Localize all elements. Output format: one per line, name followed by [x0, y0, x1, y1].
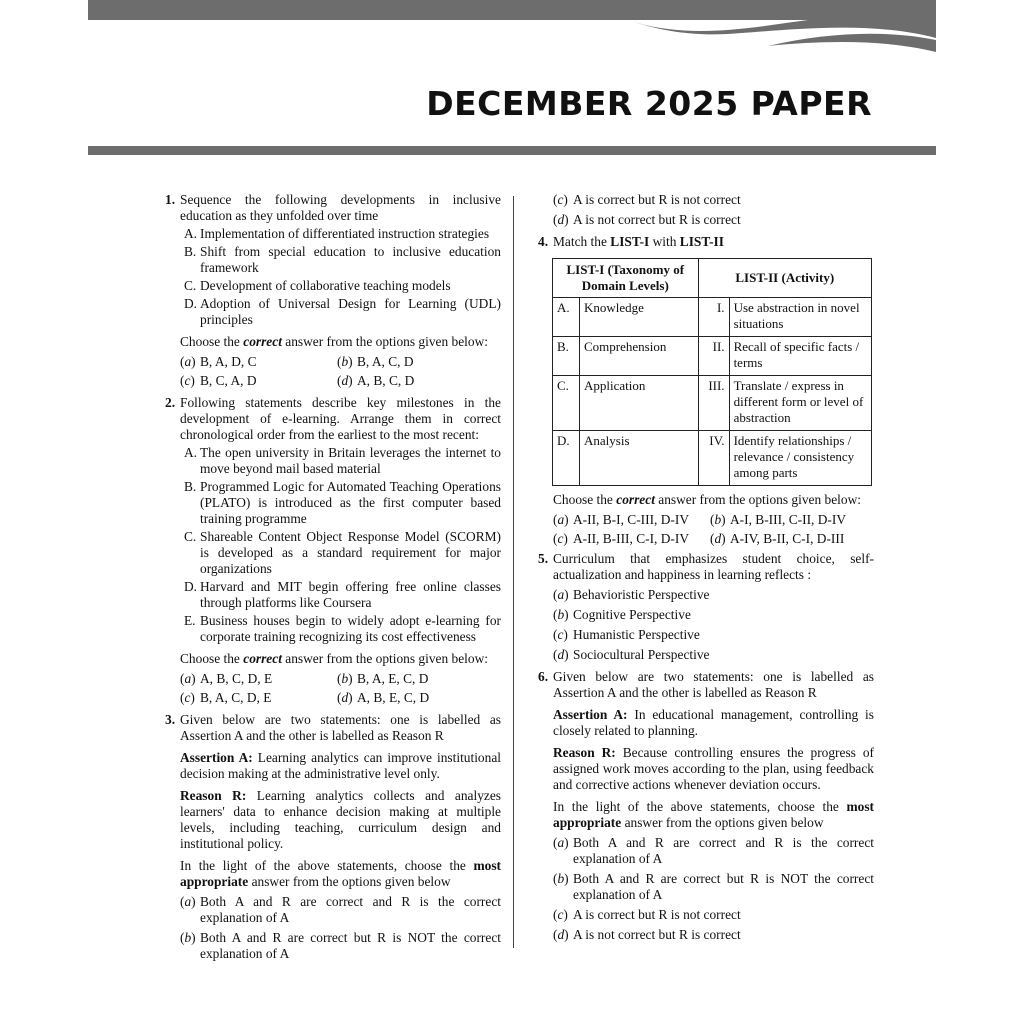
question-number: 1.: [165, 192, 176, 207]
list1-header: LIST-I (Taxonomy of Domain Levels): [553, 259, 699, 298]
statement-item: [184, 296, 501, 328]
question-1: [165, 192, 501, 389]
statement-text: Adoption of Universal Design for Learning (UDL) principles: [200, 296, 501, 327]
statement-text: Shift from special education to inclusive education framework: [200, 244, 501, 275]
question-6: [538, 669, 874, 943]
page-title: DECEMBER 2025 PAPER: [426, 84, 872, 123]
right-column: [538, 192, 874, 949]
option-b[interactable]: (b) Both A and R are correct but R is NOT the correct explanation of A: [553, 871, 874, 902]
question-text: Following statements describe key milestones in the development of e-learning. Arrange them in correct chronological order from the earliest to the most recent:: [180, 395, 501, 442]
option-d[interactable]: (d) A, B, E, C, D: [337, 690, 430, 705]
question-text: Given below are two statements: one is labelled as Assertion A and the other is labelled as Reason R: [553, 669, 874, 700]
option-c[interactable]: (c) Humanistic Perspective: [553, 627, 700, 642]
statement-item: [184, 226, 501, 242]
question-number: 6.: [538, 669, 549, 684]
option-a[interactable]: (a) Both A and R are correct and R is the correct explanation of A: [180, 894, 501, 925]
statement-text: Implementation of differentiated instruction strategies: [200, 226, 490, 241]
option-d[interactable]: (d) A, B, C, D: [337, 373, 415, 388]
question-number: 3.: [165, 712, 176, 727]
statement-label: A.: [184, 226, 198, 241]
reason: Reason R: Learning analytics collects and analyzes learners' data to enhance decision making at multiple levels, including teaching, curriculum design and institutional policy.: [180, 788, 501, 851]
statement-item: A. The open university in Britain leverages the internet to move beyond mail based material: [184, 445, 501, 476]
table-row: C. Application III. Translate / express in different form or level of abstraction: [553, 376, 872, 431]
question-4: [538, 234, 874, 250]
option-b[interactable]: (b) Both A and R are correct but R is NOT the correct explanation of A: [180, 930, 501, 961]
statement-list: [184, 445, 501, 645]
match-table: [552, 258, 872, 486]
table-row: A. Knowledge I. Use abstraction in novel situations: [553, 298, 872, 337]
statement-item: D. Harvard and MIT begin offering free online classes through platforms like Coursera: [184, 579, 501, 610]
option-c[interactable]: (c) B, C, A, D: [180, 373, 257, 388]
option-b[interactable]: (b) Cognitive Perspective: [553, 607, 691, 622]
question-number: 4.: [538, 234, 549, 249]
option-c[interactable]: (c) B, A, C, D, E: [180, 690, 272, 705]
choose-instruction: Choose the correct answer from the options given below:: [553, 492, 861, 507]
option-b[interactable]: (b) B, A, E, C, D: [337, 671, 429, 686]
question-text: Match the LIST-I with LIST-II: [553, 234, 724, 249]
table-row: D. Analysis IV. Identify relationships / relevance / consistency among parts: [553, 431, 872, 486]
option-a[interactable]: (a) A-II, B-I, C-III, D-IV: [553, 512, 690, 527]
header-banner: [88, 0, 936, 55]
option-a[interactable]: (a) B, A, D, C: [180, 354, 257, 369]
statement-item: B. Programmed Logic for Automated Teaching Operations (PLATO) is introduced as the first computer based training programme: [184, 479, 501, 526]
option-c[interactable]: (c) A is correct but R is not correct: [553, 907, 741, 922]
question-2: [165, 395, 501, 706]
choose-instruction: Choose the correct answer from the options given below:: [180, 651, 488, 666]
choose-instruction: Choose the correct answer from the options given below:: [180, 334, 488, 349]
option-c[interactable]: (c) A is correct but R is not correct: [553, 192, 741, 207]
statement-list: [184, 226, 501, 328]
option-a[interactable]: (a) Behavioristic Perspective: [553, 587, 710, 602]
options-grid: [553, 512, 874, 547]
question-text: Given below are two statements: one is labelled as Assertion A and the other is labelled as Reason R: [180, 712, 501, 743]
statement-item: [184, 278, 501, 294]
option-c[interactable]: (c) A-II, B-III, C-I, D-IV: [553, 531, 690, 546]
option-d[interactable]: (d) A-IV, B-II, C-I, D-III: [710, 531, 845, 546]
option-b[interactable]: (b) A-I, B-III, C-II, D-IV: [710, 512, 847, 527]
assertion: Assertion A: In educational management, controlling is closely related to planning.: [553, 707, 874, 738]
light-instruction: In the light of the above statements, choose the most appropriate answer from the options given below: [180, 858, 502, 889]
statement-text: Development of collaborative teaching models: [200, 278, 451, 293]
question-number: 2.: [165, 395, 176, 410]
option-a[interactable]: (a) A, B, C, D, E: [180, 671, 273, 686]
question-4-options: [538, 492, 874, 547]
statement-label: C.: [184, 278, 197, 293]
assertion: Assertion A: Learning analytics can improve institutional decision making at the administrative level only.: [180, 750, 501, 781]
option-b[interactable]: (b) B, A, C, D: [337, 354, 414, 369]
option-a[interactable]: (a) Both A and R are correct and R is the correct explanation of A: [553, 835, 874, 866]
header-rule: [88, 146, 936, 155]
statement-label: B.: [184, 244, 197, 259]
question-number: 5.: [538, 551, 549, 566]
question-3-continued: [538, 192, 874, 228]
list2-header: LIST-II (Activity): [698, 259, 871, 298]
option-d[interactable]: (d) Sociocultural Perspective: [553, 647, 710, 662]
option-d[interactable]: (d) A is not correct but R is correct: [553, 927, 741, 942]
options-grid: [180, 354, 501, 389]
statement-label: D.: [184, 296, 198, 311]
statement-item: E. Business houses begin to widely adopt e-learning for corporate training recognizing its cost effectiveness: [184, 613, 501, 644]
option-d[interactable]: (d) A is not correct but R is correct: [553, 212, 741, 227]
statement-item: [184, 244, 501, 276]
left-column: [165, 192, 501, 968]
light-instruction: In the light of the above statements, choose the most appropriate answer from the options given below: [553, 799, 875, 830]
question-text: Sequence the following developments in inclusive education as they unfolded over time: [180, 192, 501, 223]
table-row: B. Comprehension II. Recall of specific facts / terms: [553, 337, 872, 376]
question-3: [165, 712, 501, 962]
statement-item: C. Shareable Content Object Response Model (SCORM) is developed as a standard requirement for major organizations: [184, 529, 501, 576]
question-5: [538, 551, 874, 663]
options-grid: [180, 671, 501, 706]
question-text: Curriculum that emphasizes student choice, self-actualization and happiness in learning reflects :: [553, 551, 874, 582]
column-divider: [513, 196, 514, 948]
reason: Reason R: Because controlling ensures the progress of assigned work moves according to the plan, using feedback and corrective actions whenever deviation occurs.: [553, 745, 874, 792]
